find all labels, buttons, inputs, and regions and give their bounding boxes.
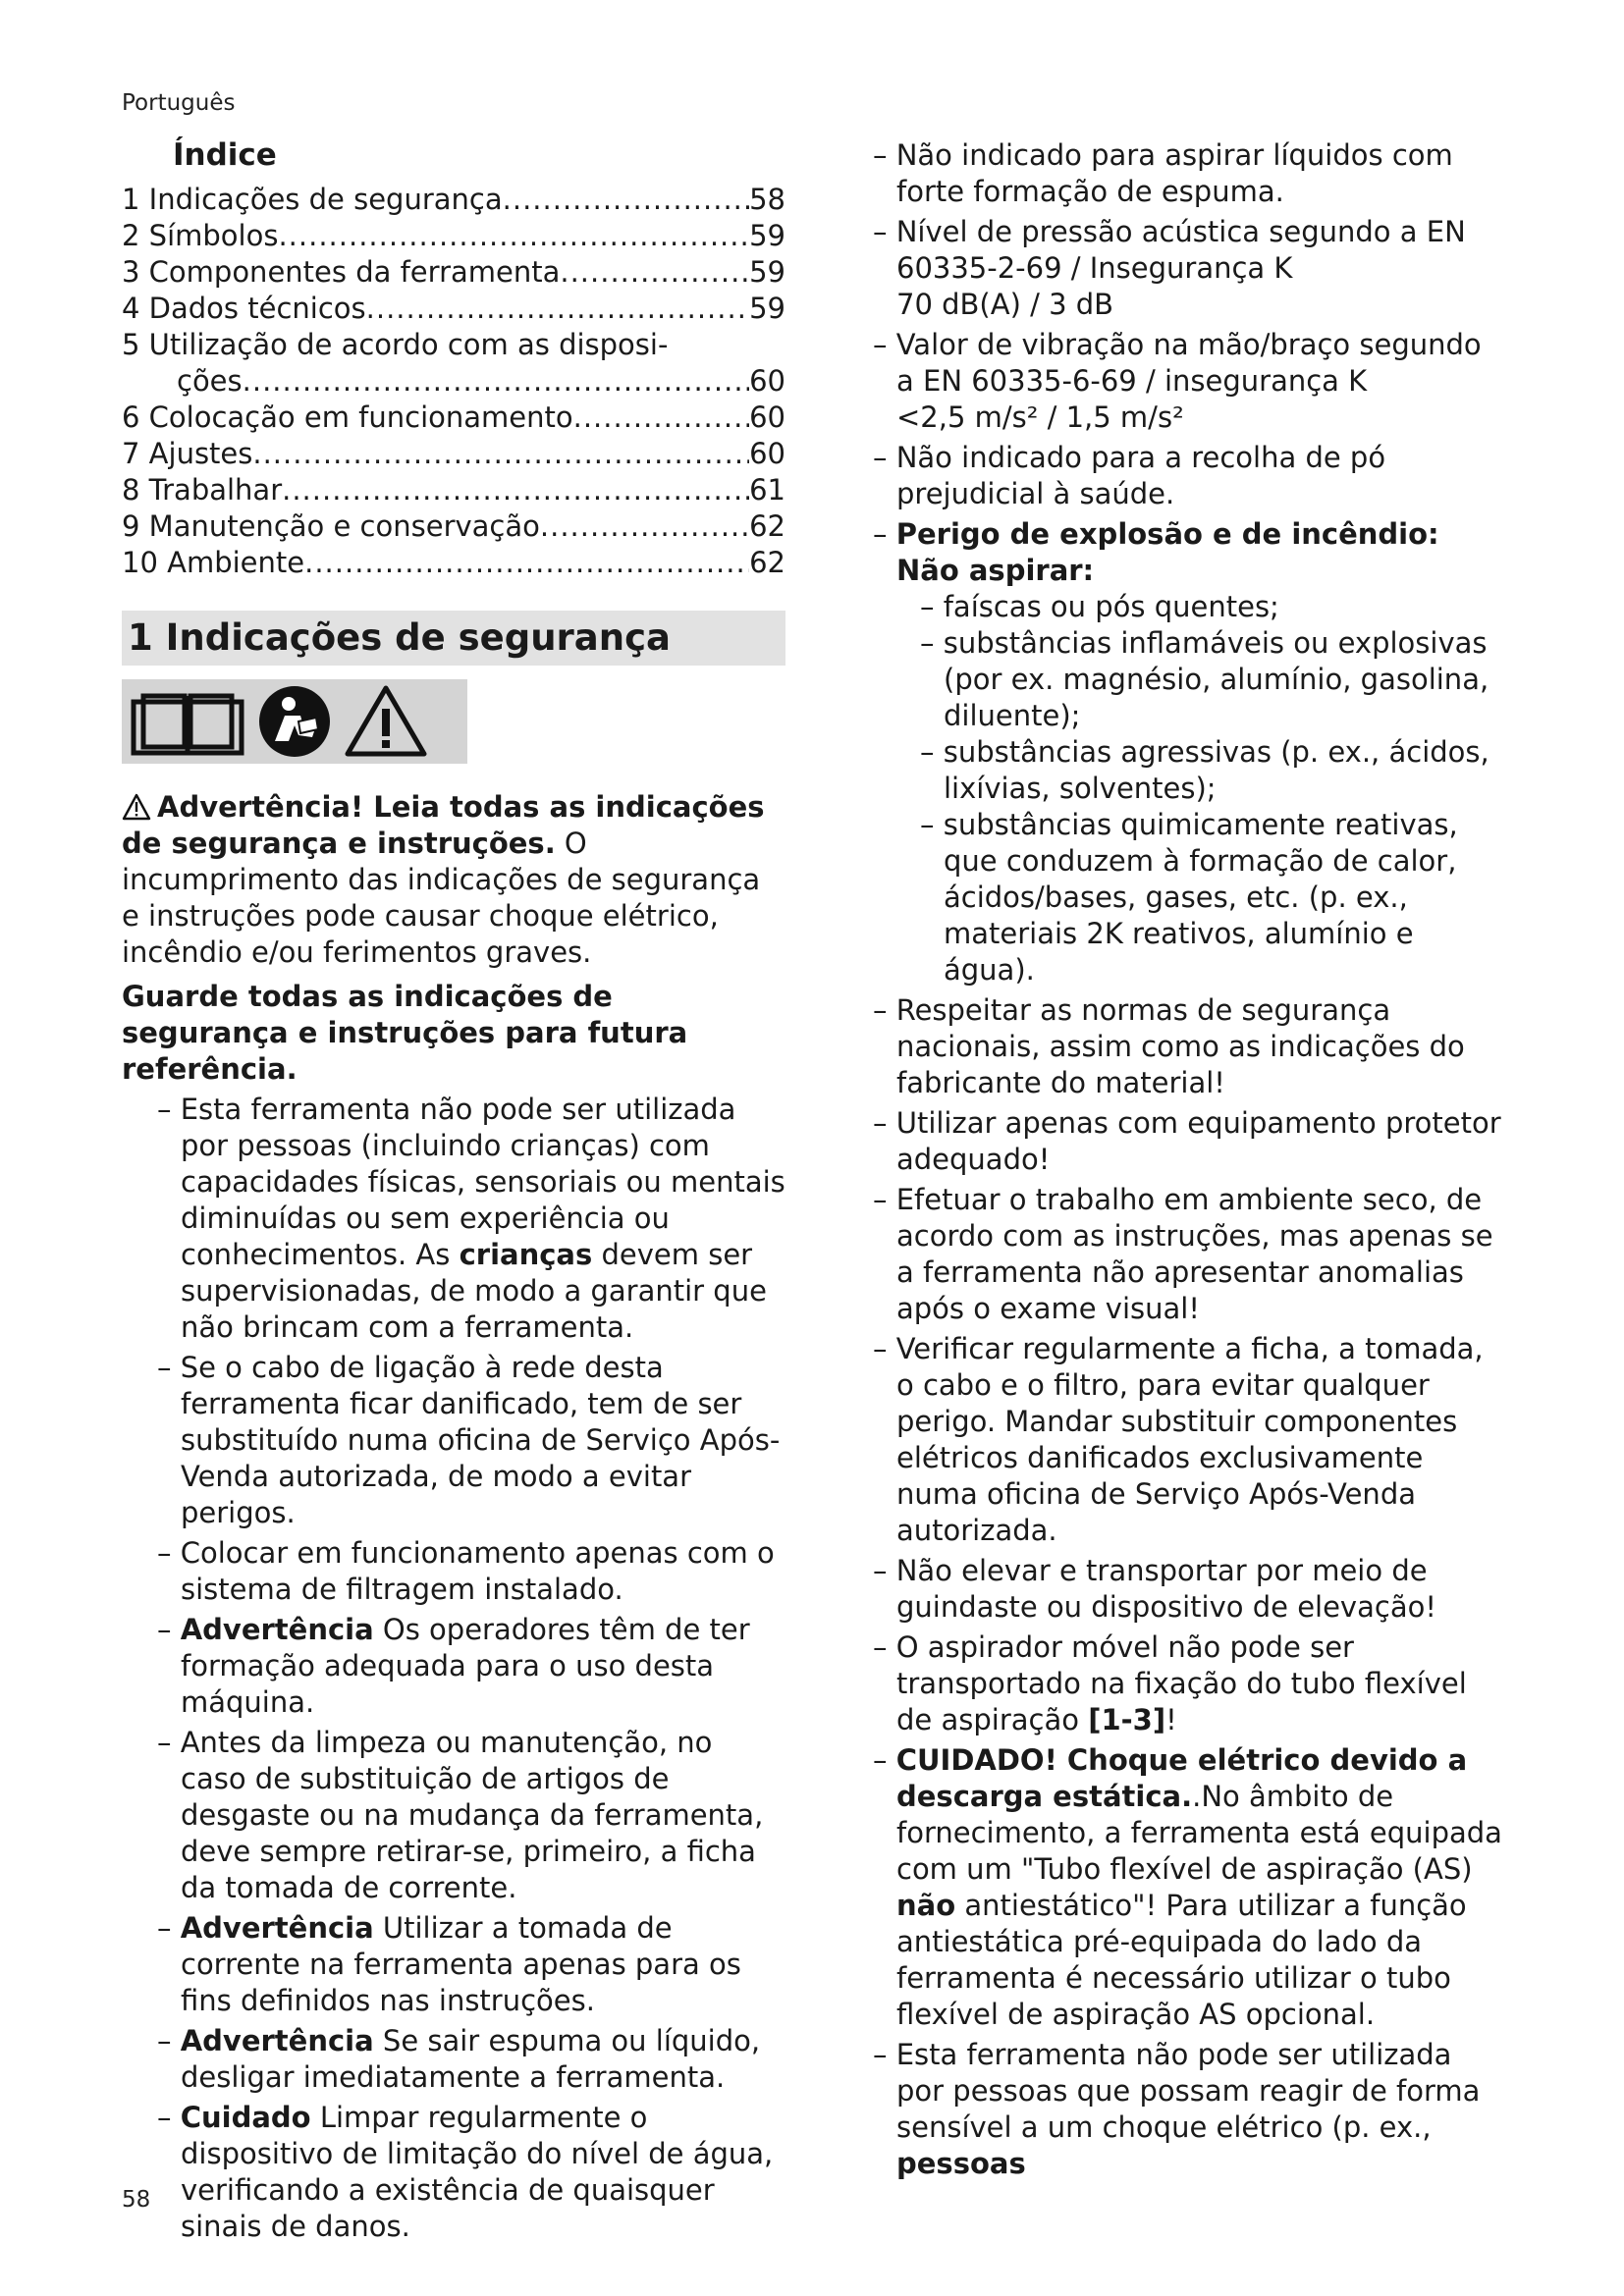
toc-title: Índice (173, 137, 277, 173)
toc-item[interactable]: 10 Ambiente ..... 62 (122, 545, 785, 581)
toc-item[interactable]: 9 Manutenção e conservação ..... 62 (122, 508, 785, 545)
toc-item[interactable]: 3 Componentes da ferramenta ..... 59 (122, 254, 785, 291)
toc-item[interactable]: 1 Indicações de segurança ..... 58 (122, 182, 785, 218)
toc-item[interactable]: 6 Colocação em funcionamento ..... 60 (122, 400, 785, 436)
section-heading: 1 Indicações de segurança (122, 611, 785, 666)
warning-text: O incumprimento das indicações de segurança e instruções pode causar choque elétrico, incêndio e/ou ferimentos graves. (122, 827, 761, 969)
warning-bold-text: Advertência! Leia todas as indicações de segurança e instruções. (122, 790, 765, 860)
list-item: – Efetuar o trabalho em ambiente seco, de acordo com as instruções, mas apenas se a ferramenta não apresentar anomalias após o exame visual! (838, 1182, 1503, 1327)
list-item: – O aspirador móvel não pode ser transportado na fixação do tubo flexível de aspiração [1-3]! (838, 1629, 1503, 1738)
toc-item-continuation[interactable]: ções ..... 60 (122, 363, 785, 400)
list-item: – Cuidado Limpar regularmente o dispositivo de limitação do nível de água, verificando a existência de quaisquer sinais de danos. (122, 2100, 785, 2245)
list-item: – Advertência Utilizar a tomada de corrente na ferramenta apenas para os fins definidos nas instruções. (122, 1910, 785, 2019)
noise-value: 70 dB(A) / 3 dB (896, 288, 1114, 321)
list-item: – Perigo de explosão e de incêndio: Não aspirar: (838, 516, 1503, 589)
list-item: – CUIDADO! Choque elétrico devido a descarga estática..No âmbito de fornecimento, a ferramenta está equipada com um "Tubo flexível de aspiração (AS) não antiestático"! Para utilizar a função antiestática pré-equipada do lado da ferramenta é necessário utilizar o tubo flexível de aspiração AS opcional. (838, 1742, 1503, 2033)
list-item: – Respeitar as normas de segurança nacionais, assim como as indicações do fabricante do material! (838, 992, 1503, 1101)
sub-list-item: – substâncias inflamáveis ou explosivas (por ex. magnésio, alumínio, gasolina, diluente); (920, 625, 1503, 734)
list-item: – Valor de vibração na mão/braço segundo a EN 60335-6-69 / insegurança K <2,5 m/s² / 1,5 m/s² (838, 327, 1503, 436)
toc-item[interactable]: 5 Utilização de acordo com as disposi- (122, 328, 669, 361)
list-item: – Colocar em funcionamento apenas com o sistema de filtragem instalado. (122, 1535, 785, 1608)
list-item: – Antes da limpeza ou manutenção, no caso de substituição de artigos de desgaste ou na mudança da ferramenta, deve sempre retirar-se, primeiro, a ficha da tomada de corrente. (122, 1725, 785, 1906)
sub-list-item: – faíscas ou pós quentes; (920, 589, 1503, 625)
safety-icons (122, 679, 467, 764)
sub-list-item: – substâncias quimicamente reativas, que conduzem à formação de calor, ácidos/bases, gases, etc. (p. ex., materiais 2K reativos, alumínio e água). (920, 807, 1503, 988)
toc-item[interactable]: 7 Ajustes ..... 60 (122, 436, 785, 472)
list-item: – Verificar regularmente a ficha, a tomada, o cabo e o filtro, para evitar qualquer perigo. Mandar substituir componentes elétricos danificados exclusivamente numa oficina de Serviço Após-Venda autorizada. (838, 1331, 1503, 1549)
list-item: – Não indicado para aspirar líquidos com forte formação de espuma. (838, 137, 1503, 210)
sub-list-item: – substâncias agressivas (p. ex., ácidos, lixívias, solventes); (920, 734, 1503, 807)
manual-book-icon (130, 686, 245, 757)
toc-item[interactable]: 8 Trabalhar ..... 61 (122, 472, 785, 508)
language-label: Português (122, 90, 236, 116)
list-item: – Não indicado para a recolha de pó prejudicial à saúde. (838, 440, 1503, 512)
warning-icon (122, 793, 151, 821)
toc-item[interactable]: 4 Dados técnicos ..... 59 (122, 291, 785, 327)
explosion-sublist (838, 589, 1503, 988)
vibration-value: <2,5 m/s² / 1,5 m/s² (896, 400, 1184, 434)
right-column (838, 137, 1503, 2182)
list-item: – Não elevar e transportar por meio de guindaste ou dispositivo de elevação! (838, 1553, 1503, 1626)
list-item: – Esta ferramenta não pode ser utilizada por pessoas (incluindo crianças) com capacidades físicas, sensoriais ou mentais diminuídas ou sem experiência ou conhecimentos. As crianças devem ser supervisionadas, de modo a garantir que não brincam com a ferramenta. (122, 1092, 785, 1346)
toc-list (122, 182, 785, 581)
read-manual-icon (255, 682, 334, 761)
safety-list-right (838, 137, 1503, 589)
list-item: – Utilizar apenas com equipamento protetor adequado! (838, 1105, 1503, 1178)
list-item: – Advertência Se sair espuma ou líquido, desligar imediatamente a ferramenta. (122, 2023, 785, 2096)
figure-reference: [1-3] (1088, 1703, 1166, 1736)
left-column (122, 137, 785, 2245)
warning-triangle-icon (344, 683, 428, 760)
list-item: – Esta ferramenta não pode ser utilizada por pessoas que possam reagir de forma sensível a um choque elétrico (p. ex., pessoas (838, 2037, 1503, 2182)
warning-paragraph (122, 789, 785, 971)
toc-item[interactable]: 2 Símbolos ..... 59 (122, 218, 785, 254)
safety-list-left (122, 1092, 785, 2245)
safety-list-right-2 (838, 992, 1503, 2182)
list-item: – Nível de pressão acústica segundo a EN 60335-2-69 / Insegurança K 70 dB(A) / 3 dB (838, 214, 1503, 323)
list-item: – Se o cabo de ligação à rede desta ferramenta ficar danificado, tem de ser substituído numa oficina de Serviço Após-Venda autorizada, de modo a evitar perigos. (122, 1350, 785, 1531)
list-item: – Advertência Os operadores têm de ter formação adequada para o uso desta máquina. (122, 1612, 785, 1721)
page-number: 58 (122, 2187, 151, 2213)
keep-instructions-text: Guarde todas as indicações de segurança e instruções para futura referência. (122, 980, 688, 1086)
